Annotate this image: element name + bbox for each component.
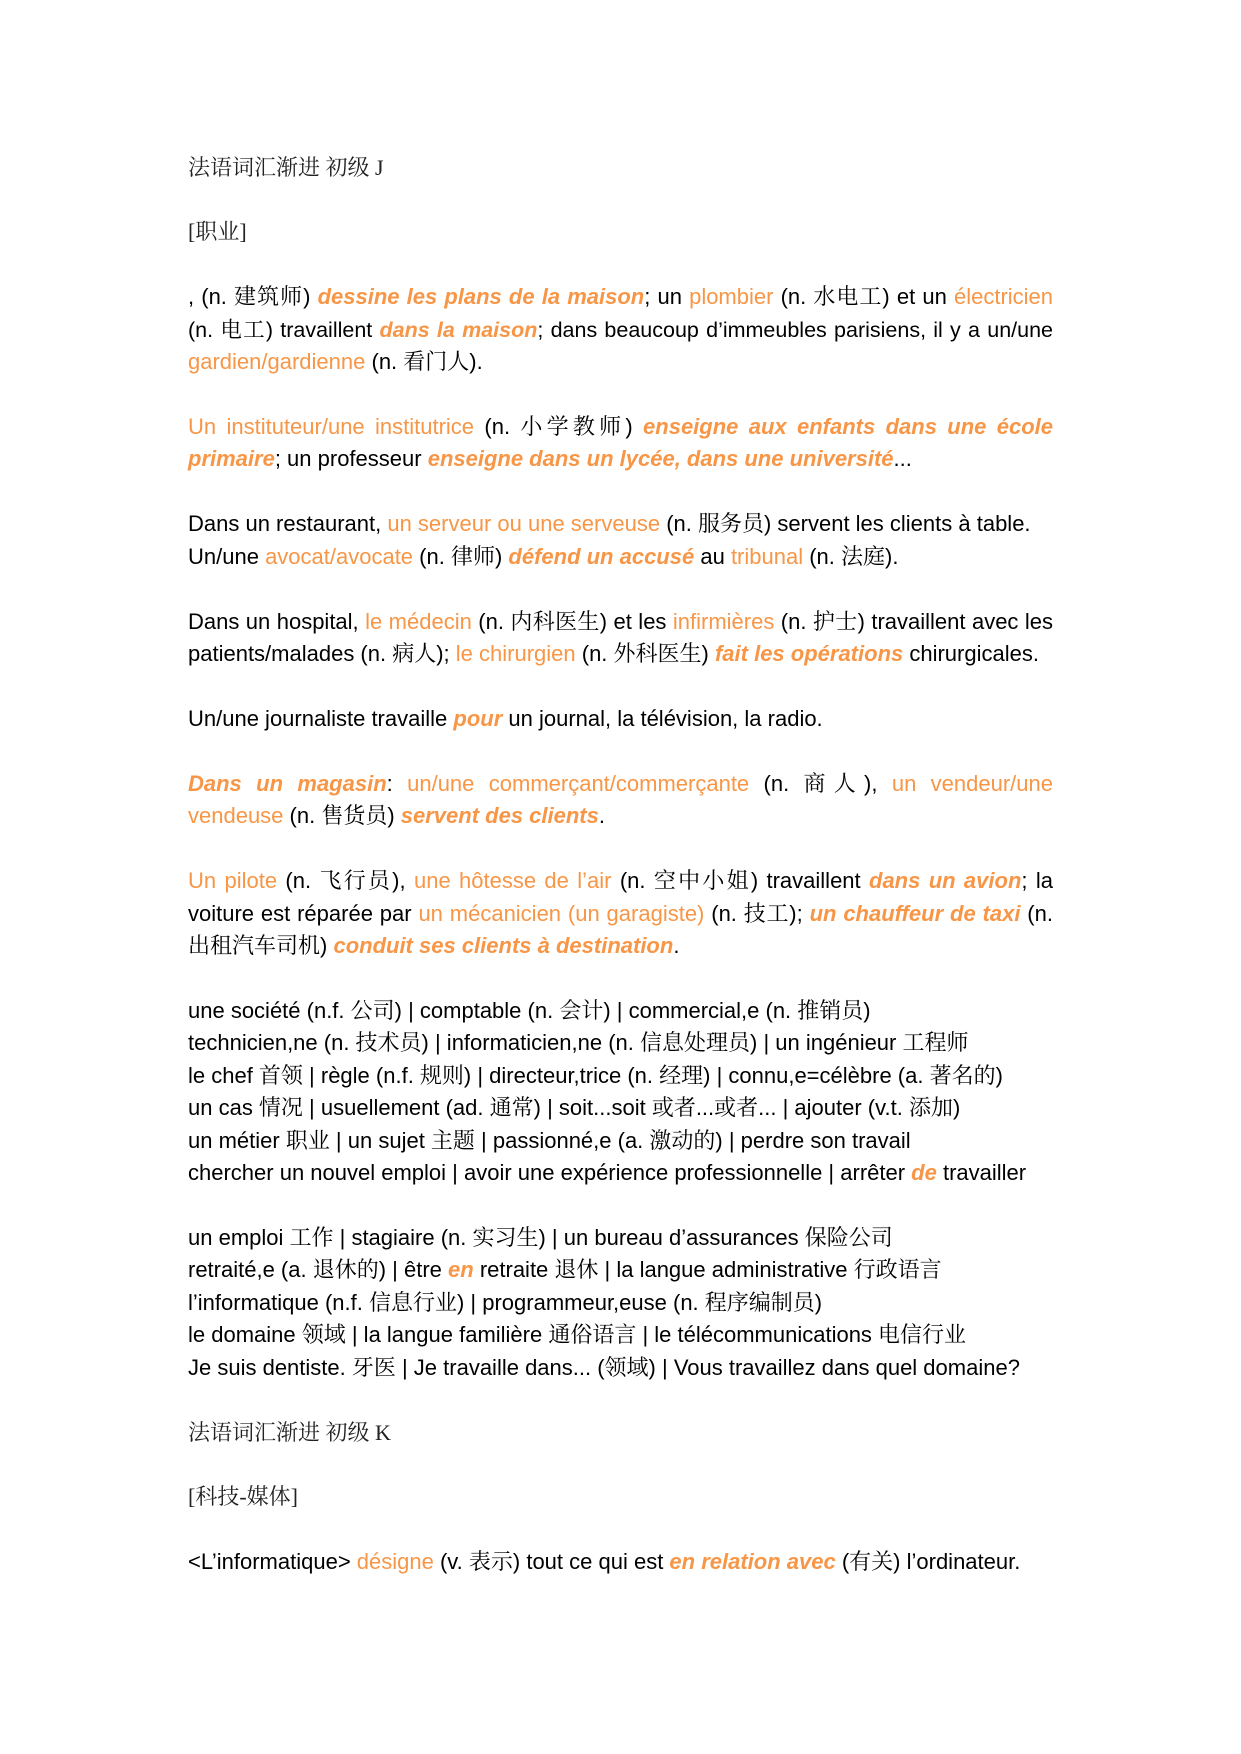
text-line: [188, 508, 1053, 540]
vocab-line: [188, 1254, 1053, 1286]
key-phrase: un chauffeur de taxi: [809, 900, 1021, 926]
plain-text: un emploi 工作 | stagiaire (n. 实习生) | un bureau d’assurances 保险公司: [188, 1224, 893, 1250]
plain-text: l’informatique (n.f. 信息行业) | programmeur,euse (n. 程序编制员): [188, 1289, 823, 1315]
plain-text: (n. 护士) travaillent avec les: [774, 608, 1054, 634]
vocab-term: une hôtesse de l’air: [413, 868, 612, 894]
vocab-term: un/une commerçant/commerçante: [407, 770, 750, 796]
text-line: [188, 768, 1053, 800]
lesson-k-topic-block: [188, 1481, 1053, 1513]
plain-text: technicien,ne (n. 技术员) | informaticien,ne (n. 信息处理员) | un ingénieur 工程师: [188, 1030, 969, 1056]
document-page: [188, 152, 1053, 1612]
paragraph-teachers: [188, 411, 1053, 476]
lesson-j-title-block: [188, 152, 1053, 184]
paragraph-restaurant-lawyer: [188, 508, 1053, 573]
plain-text: (n. 外科医生): [575, 641, 715, 667]
plain-text: un journal, la télévision, la radio.: [502, 705, 823, 731]
vocab-line: [188, 1319, 1053, 1351]
plain-text: voiture est réparée par: [188, 900, 419, 926]
vocab-term: le chirurgien: [455, 641, 576, 667]
vocab-term: avocat/avocate: [265, 543, 414, 569]
plain-text: chirurgicales.: [903, 641, 1039, 667]
topic-heading: [职业]: [188, 219, 247, 245]
key-phrase: défend un accusé: [508, 543, 695, 569]
plain-text: le domaine 领域 | la langue familière 通俗语言 | le télécommunications 电信行业: [188, 1322, 967, 1348]
text-line: [188, 443, 1053, 475]
paragraph-journalist: [188, 703, 1053, 735]
paragraph-informatique: [188, 1546, 1053, 1578]
key-phrase: dans la maison: [379, 317, 538, 342]
vocab-term: un mécanicien (un garagiste): [418, 900, 705, 926]
lesson-title: 法语词汇渐进 初级 J: [188, 154, 384, 180]
key-phrase: servent des clients: [400, 803, 599, 829]
text-line: [188, 703, 1053, 735]
vocab-term: plombier: [689, 284, 774, 310]
lesson-k-title-block: [188, 1417, 1053, 1449]
plain-text: (n. 空中小姐) travaillent: [611, 868, 869, 894]
plain-text: (有关) l’ordinateur.: [835, 1549, 1021, 1575]
plain-text: travailler: [936, 1160, 1027, 1186]
plain-text: Je suis dentiste. 牙医 | Je travaille dans... (领域) | Vous travaillez dans quel domaine?: [188, 1354, 1020, 1380]
plain-text: (n. 小学教师): [474, 414, 644, 439]
key-phrase: conduit ses clients à destination: [333, 933, 674, 958]
vocab-term: gardien/gardienne: [188, 349, 366, 375]
plain-text: (n. 服务员) servent les clients à table.: [660, 511, 1031, 537]
text-line: [188, 800, 1053, 832]
plain-text: (n. 售货员): [283, 803, 401, 829]
plain-text: ; dans beaucoup d’immeubles parisiens, il y a un/une: [537, 317, 1053, 342]
paragraph-transport: [188, 865, 1053, 962]
plain-text: ; un professeur: [274, 446, 428, 472]
plain-text: Dans un restaurant,: [188, 511, 388, 537]
plain-text: (n. 电工) travaillent: [188, 317, 380, 342]
plain-text: ...: [893, 446, 912, 472]
lesson-j-topic-block: [188, 216, 1053, 248]
text-line: [188, 898, 1053, 930]
key-phrase: en: [448, 1257, 474, 1283]
plain-text: Dans un hospital,: [188, 608, 366, 634]
plain-text: , (n. 建筑师): [188, 284, 318, 310]
text-line: [188, 346, 1053, 378]
plain-text: (n.: [1020, 900, 1053, 926]
key-phrase: enseigne aux enfants dans une école: [643, 414, 1053, 439]
plain-text: Un/une: [188, 543, 266, 569]
plain-text: ; un: [644, 284, 690, 310]
vocab-line: [188, 1125, 1053, 1157]
plain-text: au: [694, 543, 731, 569]
text-line: [188, 281, 1053, 313]
plain-text: (n. 法庭).: [803, 543, 899, 569]
vocab-term: un serveur ou une serveuse: [387, 511, 661, 537]
plain-text: 出租汽车司机): [188, 933, 334, 958]
plain-text: .: [598, 803, 605, 829]
plain-text: une société (n.f. 公司) | comptable (n. 会计) | commercial,e (n. 推销员): [188, 997, 871, 1023]
plain-text: retraité,e (a. 退休的) | être: [188, 1257, 449, 1283]
plain-text: Un/une journaliste travaille: [188, 705, 454, 731]
key-phrase: Dans un magasin: [188, 770, 387, 796]
key-phrase: pour: [453, 705, 503, 731]
lesson-title: 法语词汇渐进 初级 K: [188, 1419, 391, 1445]
paragraph-hospital: [188, 606, 1053, 671]
vocab-line: [188, 1222, 1053, 1254]
key-phrase: de: [911, 1160, 937, 1186]
plain-text: un métier 职业 | un sujet 主题 | passionné,e (a. 激动的) | perdre son travail: [188, 1127, 911, 1153]
vocab-term: un vendeur/une: [891, 770, 1053, 796]
vocab-line: [188, 1157, 1053, 1189]
vocab-line: [188, 995, 1053, 1027]
vocab-term: Un instituteur/une institutrice: [188, 414, 475, 439]
text-line: [188, 606, 1053, 638]
key-phrase: dans un avion: [869, 868, 1022, 894]
key-phrase: dessine les plans de la maison: [317, 284, 645, 310]
key-phrase: fait les opérations: [714, 641, 904, 667]
plain-text: chercher un nouvel emploi | avoir une expérience professionnelle | arrêter: [188, 1160, 912, 1186]
plain-text: :: [386, 770, 408, 796]
vocab-line: [188, 1060, 1053, 1092]
text-line: [188, 865, 1053, 897]
vocab-term: tribunal: [730, 543, 804, 569]
text-line: [188, 638, 1053, 670]
plain-text: .: [673, 933, 680, 958]
vocab-term: le médecin: [365, 608, 472, 634]
plain-text: ; la: [1021, 868, 1053, 894]
vocab-term: infirmières: [672, 608, 775, 634]
key-phrase: en relation avec: [669, 1549, 836, 1575]
text-line: [188, 541, 1053, 573]
vocab-term: électricien: [953, 284, 1054, 310]
vocabulary-list-1: [188, 995, 1053, 1190]
plain-text: patients/malades (n. 病人);: [188, 641, 456, 667]
text-line: [188, 930, 1053, 962]
plain-text: <L’informatique>: [188, 1549, 357, 1575]
paragraph-shop: [188, 768, 1053, 833]
vocab-term: vendeuse: [188, 803, 284, 829]
plain-text: (n. 技工);: [704, 900, 810, 926]
plain-text: (n. 看门人).: [365, 349, 483, 375]
vocab-term: désigne: [356, 1549, 434, 1575]
vocab-line: [188, 1027, 1053, 1059]
plain-text: (v. 表示) tout ce qui est: [433, 1549, 670, 1575]
plain-text: (n. 水电工) et un: [773, 284, 954, 310]
text-line: [188, 314, 1053, 346]
text-line: [188, 411, 1053, 443]
key-phrase: enseigne dans un lycée, dans une université: [427, 446, 894, 472]
text-line: [188, 1546, 1053, 1578]
plain-text: (n. 商人),: [749, 770, 892, 796]
plain-text: (n. 内科医生) et les: [471, 608, 673, 634]
vocab-term: Un pilote: [188, 868, 278, 894]
topic-heading: [科技-媒体]: [188, 1484, 298, 1510]
plain-text: (n. 律师): [413, 543, 509, 569]
plain-text: le chef 首领 | règle (n.f. 规则) | directeur,trice (n. 经理) | connu,e=célèbre (a. 著名的): [188, 1062, 1003, 1088]
plain-text: retraite 退休 | la langue administrative 行政语言: [473, 1257, 942, 1283]
plain-text: (n. 飞行员),: [277, 868, 414, 894]
vocab-line: [188, 1092, 1053, 1124]
paragraph-architect-plumber: [188, 281, 1053, 378]
plain-text: un cas 情况 | usuellement (ad. 通常) | soit...soit 或者...或者... | ajouter (v.t. 添加): [188, 1095, 961, 1121]
vocabulary-list-2: [188, 1222, 1053, 1384]
vocab-line: [188, 1287, 1053, 1319]
vocab-line: [188, 1352, 1053, 1384]
key-phrase: primaire: [188, 446, 275, 472]
